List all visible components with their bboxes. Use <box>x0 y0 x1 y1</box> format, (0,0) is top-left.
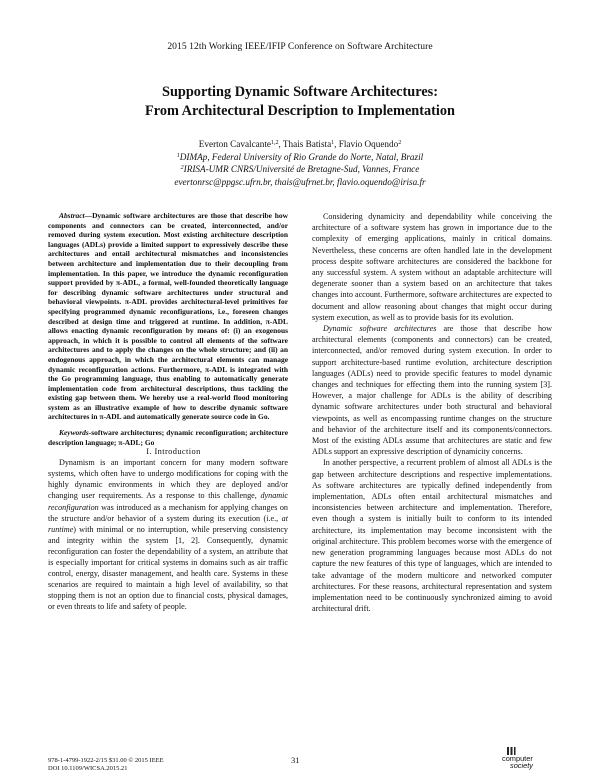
intro-p1-italic-term: dynamic reconfiguration <box>48 491 288 512</box>
affiliation-1-mark: 1 <box>176 152 180 159</box>
keywords <box>48 428 288 447</box>
conference-header: 2015 12th Working IEEE/IFIP Conference on Software Architecture <box>167 41 433 52</box>
affiliation-2-text: IRISA-UMR CNRS/Université de Bretagne-Sud, Vannes, France <box>183 164 420 174</box>
title-line-1: Supporting Dynamic Software Architectures: <box>162 84 438 100</box>
abstract-text: Dynamic software architectures are those that describe how components and connectors can be created, interconnected, and/or removed during system execution. Most existing architecture description languages (ADLs) provide a limited support to expressively describe these architectures and entail architectural mismatches and inconsistencies between architecture and implementation due to their decoupling from implementation. In this paper, we introduce the dynamic reconfiguration support provided by π-ADL, a formal, well-founded theoretically language for describing dynamic software architectures under structural and behavioral viewpoints. π-ADL provides architectural-level primitives for specifying programmed dynamic reconfigurations, i.e., foreseen changes described at design time and triggered at runtime. In addition, π-ADL allows enacting dynamic reconfiguration by means of: (i) an exogenous approach, in which it is possible to control all elements of the software architectures and to apply the changes on the whole structure; and (ii) an endogenous approach, in which the architectural elements can manage dynamic reconfiguration actions. Furthermore, π-ADL is integrated with the Go programming language, thus enabling to automatically generate implementation code from architectural descriptions, thus tackling the existing gap between them. We hereby use a real-world flood monitoring system as an illustrative example of how to describe dynamic software architectures in π-ADL and automatically generate source code in Go. <box>48 211 288 422</box>
intro-p1-text-a: Dynamism is an important concern for many modern software systems, which often have to undergo modifications for coping with the highly dynamic environments in which they are deployed and/or changing user requirements. As a response to this challenge, <box>48 458 288 501</box>
computer-society-logo <box>500 746 560 772</box>
section-heading-introduction: I. Introduction <box>146 447 201 457</box>
author-block <box>0 138 600 188</box>
author-2: Thais Batista <box>282 139 332 149</box>
keywords-text: -software architectures; dynamic reconfiguration; architecture description language; π-ADL; Go <box>48 428 288 447</box>
logo-text-society: society <box>510 761 534 770</box>
page-number: 31 <box>291 755 300 765</box>
right-column <box>312 211 552 614</box>
intro-paragraph-4: In another perspective, a recurrent problem of almost all ADLs is the gap between architecture descriptions and respective implementations. As software architectures are typically defined independently from implementation, ADLs often entail architectural mismatches and inconsistencies between architecture and implementation. Therefore, even though a system is initially built to conform to its intended architecture, its implementation may become inconsistent with the original architecture. This problem becomes worse with the emergence of new generation programming languages because most ADLs do not capture the new features of this type of languages, which are intended to take advantage of the modern multicore and networked computer architectures. For these reasons, architectural representation and system implementation need to be continuously synchronized aiming to avoid architectural drift. <box>312 458 552 614</box>
affiliation-1 <box>0 151 600 164</box>
footer-doi: DOI 10.1109/WICSA.2015.21 <box>48 765 128 772</box>
author-1: Everton Cavalcante <box>198 139 271 149</box>
author-2-affiliation-mark: 1 <box>331 140 335 146</box>
left-column <box>48 211 288 612</box>
intro-p1-text-b: was introduced as a mechanism for applying changes on the structure and/or behavior of a system during its execution (i.e., <box>48 502 288 523</box>
author-emails: evertonrsc@ppgsc.ufrn.br, thais@ufrnet.br, flavio.oquendo@irisa.fr <box>174 176 426 187</box>
affiliation-1-text: DIMAp, Federal University of Rio Grande do Norte, Natal, Brazil <box>179 151 424 162</box>
intro-paragraph-3 <box>312 323 552 457</box>
intro-p3-italic-term: Dynamic software architectures <box>323 324 437 334</box>
author-3-affiliation-mark: 2 <box>398 140 402 146</box>
affiliation-2-mark: 2 <box>180 165 184 171</box>
title-line-2: From Architectural Description to Implementation <box>145 103 455 119</box>
intro-p1-italic-runtime: at runtime <box>48 513 288 534</box>
intro-paragraph-2: Considering dynamicity and dependability while conceiving the architecture of a software system has grown in importance due to the complexity of emerging applications, mainly in critical domains. Nevertheless, these concerns are often handled late in the development process despite software architectures are considered the backbone for any successful system. A system without an adaptable architecture will degenerate sooner than a system based on an architecture that takes changes into account. Furthermore, software architectures are expected to document and allow reasoning about changes that might occur during system execution, as well as to provide basis for its evolution. <box>312 212 552 322</box>
abstract-lead: Abstract— <box>59 211 93 220</box>
paper-title <box>0 83 600 121</box>
intro-p1-text-c: ) with minimal or no interruption, while preserving consistency and integrity within the system [1, 2]. Consequently, dynamic reconfiguration can foster the dependability of a system, an attribute that is especially important for critical systems in domains such as air traffic control, energy, disaster management, and health care. Systems in these scenarios are required to maintain a high level of availability, so that stopping them is not an option due to financial costs, physical damages, or even threats to life and safety of people. <box>48 524 288 611</box>
author-3: Flavio Oquendo <box>338 139 399 149</box>
intro-p3-text: are those that describe how architectural elements (components and connectors) can be created, interconnected, and/or removed during system execution. In order to support architecture-based runtime evolution, architecture description languages (ADLs) need to provide specific features to model dynamic changes and techniques for effecting them into the running system [3]. However, a major challenge for ADLs is the ability of describing dynamic software architectures under both structural and behavioral viewpoints, as well as encompassing runtime changes on the structure and behavior of the architecture itself and its components/connectors. Most of the existing ADLs assume that architectures are static and few ADLs support an expressive description of dynamicity concerns. <box>312 324 552 457</box>
logo-text-computer: computer <box>502 754 533 763</box>
author-1-affiliation-mark: 1,2 <box>270 140 279 146</box>
intro-paragraph-1 <box>48 457 288 612</box>
keywords-lead: Keywords <box>59 428 89 438</box>
footer-copyright <box>48 757 164 773</box>
abstract <box>48 211 288 422</box>
footer-isbn: 978-1-4799-1922-2/15 $31.00 © 2015 IEEE <box>48 757 164 764</box>
author-names: Everton Cavalcante$^{1,2}$, Thais Batista$^1$, Flavio Oquendo$^2$ <box>198 139 402 149</box>
affiliation-2 <box>0 163 600 176</box>
